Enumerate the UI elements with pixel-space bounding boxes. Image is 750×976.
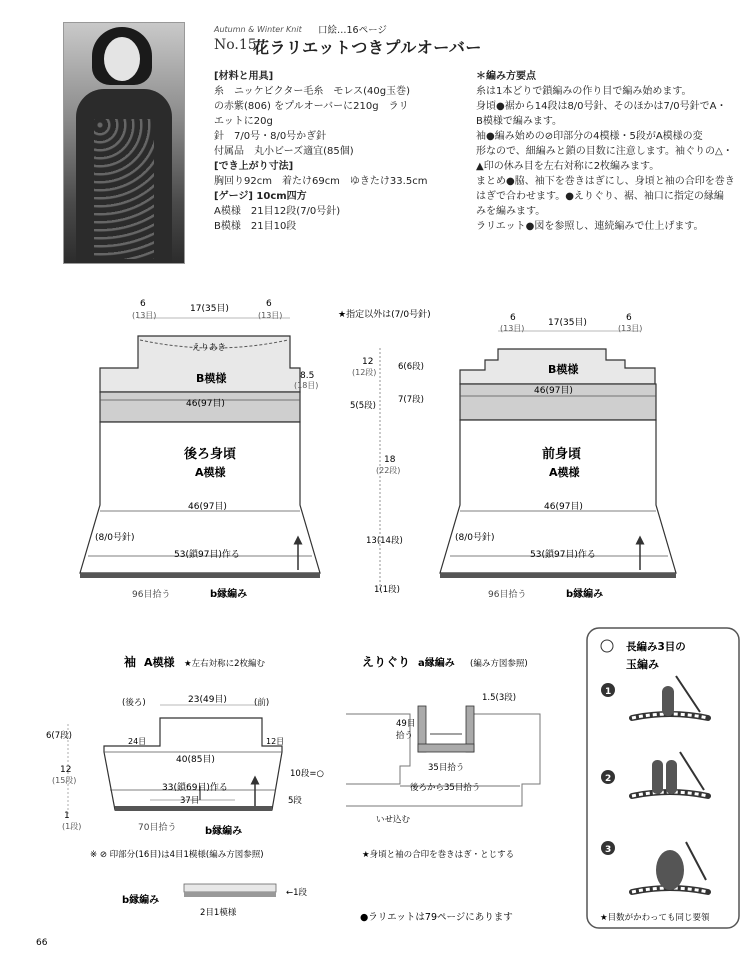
center-v3: 18 [384, 455, 396, 465]
step-2-number: 2 [605, 774, 612, 784]
edging-row: ←1段 [286, 888, 308, 898]
instruction-line: 袖●編み始めの⊘印部分の4模様・5段がA模様の変 [476, 131, 703, 142]
edging-swatch [184, 884, 276, 897]
neck-title: えりぐり [362, 655, 411, 669]
back-bottom: 53(鎖97目)作る [174, 550, 240, 560]
size-line: 胸回り92cm 着たけ69cm ゆきたけ33.5cm [214, 176, 428, 187]
sleeve-right-a: 10段=○ [290, 769, 324, 779]
front-pattern-a: A模様 [549, 466, 580, 479]
instruction-line: B模様で編みます。 [476, 116, 563, 127]
front-edge: b縁編み [566, 589, 604, 600]
sleeve-bottom: 33(鎖69目)作る [162, 783, 228, 793]
sleeve-left-marks: 24目 [128, 737, 147, 746]
sleeve-footnote: ※ ⊘ 印部分(16目)は4目1模様(編み方図参照) [90, 850, 264, 860]
back-top-left: 6 [140, 299, 146, 309]
step-1-number: 1 [605, 687, 612, 697]
sleeve-width: 40(85目) [176, 755, 215, 765]
back-width-upper: 46(97目) [186, 399, 225, 409]
materials-line: 針 7/0号・8/0号かぎ針 [214, 131, 327, 142]
neck-tuck: いせ込む [376, 815, 411, 825]
instruction-line: みを編みます。 [476, 206, 546, 217]
gauge-heading: [ゲージ] 10cm四方 [214, 191, 307, 202]
neck-width: 1.5(3段) [482, 693, 517, 703]
back-edge: b縁編み [210, 589, 248, 600]
front-top-right-rows: (13目) [618, 324, 643, 333]
front-top-left-rows: (13目) [500, 324, 525, 333]
back-shoulder: 8.5 [300, 371, 315, 381]
center-v5: 1(1段) [374, 585, 400, 595]
gauge-line: A模様 21目12段(7/0号針) [214, 206, 341, 217]
edging-label: b縁編み [122, 895, 160, 906]
instruction-line: 糸は1本どりで鎖編みの作り目で編み始めます。 [476, 86, 692, 97]
front-top-left: 6 [510, 313, 516, 323]
neck-note: ★身頃と袖の合印を巻きはぎ・とじする [362, 850, 515, 860]
materials-line: 糸 ニッケビクター毛糸 モレス(40g玉巻) [214, 86, 410, 97]
center-v1: 12 [362, 357, 374, 367]
back-shoulder-rows: (18目) [294, 381, 319, 390]
back-width-lower: 46(97目) [188, 502, 227, 512]
stitch-note: ★目数がかわっても同じ要領 [600, 913, 710, 923]
front-needle: (8/0号針) [455, 533, 495, 543]
front-width-upper: 46(97目) [534, 386, 573, 396]
sleeve-pickup: 70目拾う [138, 823, 177, 833]
sleeve-back: (後ろ) [122, 698, 146, 708]
sleeve-h3: 1 [64, 811, 70, 821]
neck-ref: (編み方図参照) [470, 659, 528, 669]
neck-sub: a縁編み [418, 658, 455, 669]
back-pattern-a: A模様 [195, 466, 226, 479]
instruction-line: ▲印の休み目を左右対称に2枚編みます。 [476, 161, 660, 172]
sleeve-right-b: 5段 [288, 796, 302, 806]
instruction-line: ラリエット●図を参照し、連続編みで仕上げます。 [476, 221, 704, 232]
front-body-title: 前身頃 [542, 447, 582, 462]
star-note: ★指定以外は(7/0号針) [338, 310, 431, 320]
gauge-line: B模様 21目10段 [214, 221, 297, 232]
sleeve-right-marks: 12目 [266, 737, 285, 746]
sleeve-bottom-b: 37目 [180, 796, 200, 806]
lariat-note: ●ラリエットは79ページにあります [360, 912, 513, 923]
sleeve-h1: 6(7段) [46, 731, 72, 741]
series-label: Autumn & Winter Knit [214, 25, 302, 34]
back-pickup: 96目拾う [132, 590, 171, 600]
materials-line: エットに20g [214, 116, 273, 127]
sleeve-note: ★左右対称に2枚編む [184, 659, 266, 669]
edging-repeat: 2目1模様 [200, 908, 237, 918]
neck-pick-c: 後ろから35目拾う [410, 783, 481, 793]
stitch-title: 玉編み [626, 658, 659, 671]
front-pickup: 96目拾う [488, 590, 527, 600]
sleeve-h2-rows: (15段) [52, 776, 77, 785]
sleeve-h3-rows: (1段) [62, 822, 82, 831]
front-top-mid: 17(35目) [548, 318, 587, 328]
front-bottom: 53(鎖97目)作る [530, 550, 596, 560]
page-title: 花ラリエットつきプルオーバー [253, 38, 482, 57]
back-top-right-rows: (13目) [258, 311, 283, 320]
back-body-title: 後ろ身頃 [184, 447, 237, 462]
instruction-line: 形なので、細編みと鎖の目数に注意します。袖ぐりの△・ [476, 146, 733, 157]
back-neck: えりあき [192, 343, 227, 353]
instruction-line: まとめ●脇、袖下を巻きはぎにし、身頃と袖の合印を巻き [476, 176, 735, 187]
center-v2: 5(5段) [350, 401, 376, 411]
back-top-right: 6 [266, 299, 272, 309]
front-pattern-b: B模様 [548, 363, 579, 376]
instructions-heading: ＊編み方要点 [476, 71, 536, 82]
center-v4: 13(14段) [366, 536, 403, 546]
materials-line: 付属品 丸小ビーズ適宜(85個) [214, 146, 354, 157]
center-v3-rows: (22段) [376, 466, 401, 475]
sleeve-pattern: A模様 [144, 656, 175, 669]
center-v1b: 6(6段) [398, 362, 424, 372]
materials-line: の赤紫(806) をプルオーバーに210g ラリ [214, 101, 409, 112]
back-needle: (8/0号針) [95, 533, 135, 543]
pattern-number: No.15 [214, 37, 257, 53]
neck-pick-a: 49目 [396, 719, 416, 729]
back-top-left-rows: (13目) [132, 311, 157, 320]
center-v1-rows: (12段) [352, 368, 377, 377]
step-3-number: 3 [605, 845, 612, 855]
sleeve-title: 袖 [124, 655, 137, 669]
materials-heading: [材料と用具] [214, 71, 274, 82]
instruction-line: 身頃●裾から14段は8/0号針、そのほかは7/0号針でA・ [476, 101, 727, 112]
instruction-line: はぎで合わせます。●えりぐり、裾、袖口に指定の縁編 [476, 191, 724, 202]
front-top-right: 6 [626, 313, 632, 323]
sleeve-h2: 12 [60, 765, 72, 775]
picture-ref: 口絵…16ページ [318, 25, 387, 36]
sleeve-diagram [68, 705, 285, 815]
sleeve-front: (前) [254, 698, 270, 708]
center-v2b: 7(7段) [398, 395, 424, 405]
back-pattern-b: B模様 [196, 372, 227, 385]
back-top-mid: 17(35目) [190, 304, 229, 314]
front-width-lower: 46(97目) [544, 502, 583, 512]
sleeve-edge: b縁編み [205, 826, 243, 837]
size-heading: [でき上がり寸法] [214, 161, 294, 172]
sleeve-top: 23(49目) [188, 695, 227, 705]
neck-pick-a2: 拾う [396, 731, 414, 741]
neck-pick-b: 35目拾う [428, 763, 465, 773]
stitch-symbol-text: 長編み3目の [626, 641, 686, 653]
page-number: 66 [36, 938, 48, 948]
